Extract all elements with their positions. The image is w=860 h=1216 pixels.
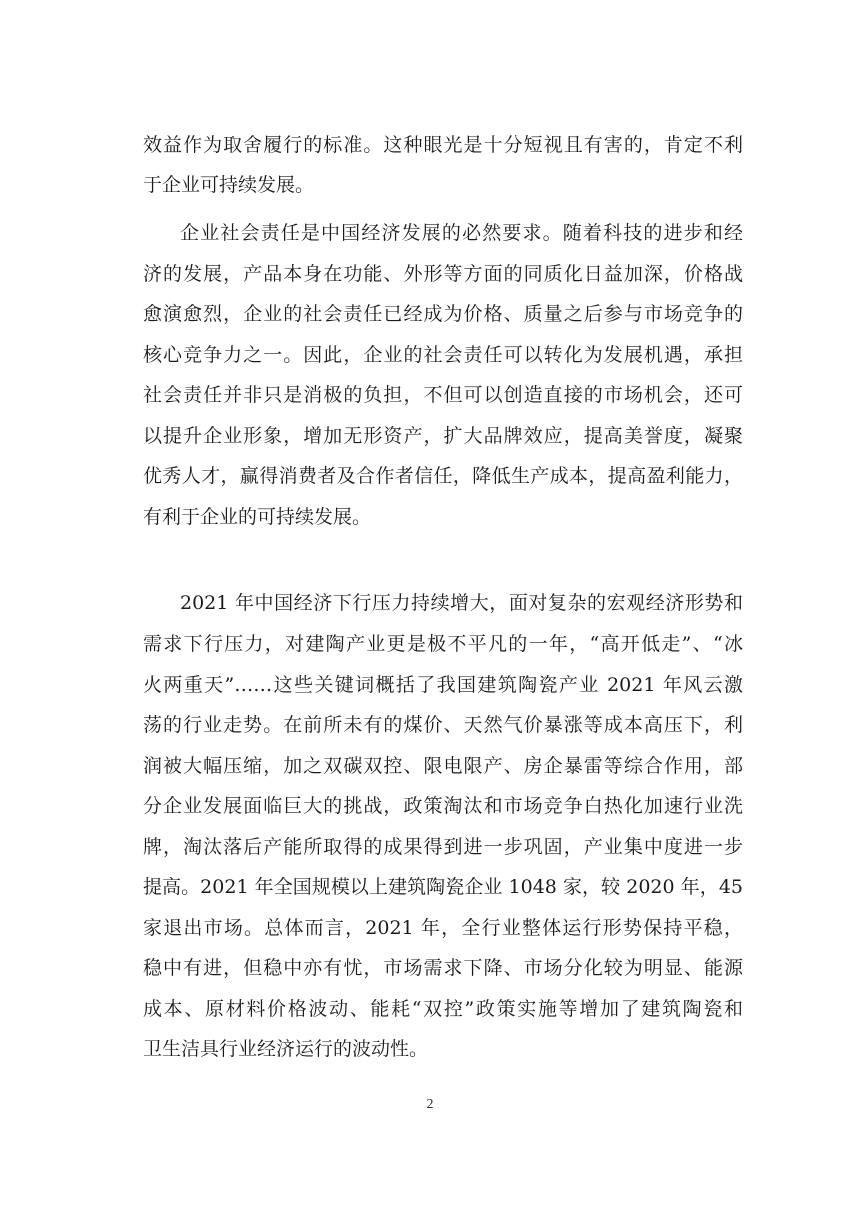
paragraph-line: 卫生洁具行业经济运行的波动性。 — [143, 1038, 429, 1060]
paragraph-line: 荡的行业走势。在前所未有的煤价、天然气价暴涨等成本高压下，利 — [143, 714, 743, 736]
paragraph-line: 火两重天”……这些关键词概括了我国建筑陶瓷产业 2021 年风云激 — [143, 674, 743, 696]
paragraph-line: 提高。2021 年全国规模以上建筑陶瓷企业 1048 家，较 2020 年，45 — [143, 876, 743, 898]
page-number: 2 — [426, 1097, 434, 1112]
paragraph-line: 牌，淘汰落后产能所取得的成果得到进一步巩固，产业集中度进一步 — [143, 836, 743, 858]
paragraph-line: 社会责任并非只是消极的负担，不但可以创造直接的市场机会，还可 — [143, 384, 743, 406]
paragraph-line: 分企业发展面临巨大的挑战，政策淘汰和市场竞争白热化加速行业洗 — [143, 795, 743, 817]
paragraph-line: 效益作为取舍履行的标准。这种眼光是十分短视且有害的，肯定不利 — [143, 134, 743, 156]
paragraph-line: 于企业可持续发展。 — [143, 174, 315, 196]
paragraph-line: 家退出市场。总体而言，2021 年，全行业整体运行形势保持平稳， — [143, 917, 743, 939]
paragraph-line: 2021 年中国经济下行压力持续增大，面对复杂的宏观经济形势和 — [180, 592, 743, 614]
paragraph-line: 稳中有进，但稳中亦有忧，市场需求下降、市场分化较为明显、能源 — [143, 957, 743, 979]
paragraph-line: 有利于企业的可持续发展。 — [143, 506, 372, 528]
paragraph-line: 企业社会责任是中国经济发展的必然要求。随着科技的进步和经 — [180, 222, 743, 244]
paragraph-line: 以提升企业形象，增加无形资产，扩大品牌效应，提高美誉度，凝聚 — [143, 425, 743, 447]
paragraph-line: 济的发展，产品本身在功能、外形等方面的同质化日益加深，价格战 — [143, 263, 743, 285]
paragraph-line: 核心竞争力之一。因此，企业的社会责任可以转化为发展机遇，承担 — [143, 344, 743, 366]
paragraph-line: 愈演愈烈，企业的社会责任已经成为价格、质量之后参与市场竞争的 — [143, 303, 743, 325]
paragraph-line: 优秀人才，赢得消费者及合作者信任，降低生产成本，提高盈利能力， — [143, 465, 743, 487]
paragraph-line: 润被大幅压缩，加之双碳双控、限电限产、房企暴雷等综合作用，部 — [143, 755, 743, 777]
paragraph-line: 需求下行压力，对建陶产业更是极不平凡的一年，“高开低走”、“冰 — [143, 633, 743, 655]
paragraph-line: 成本、原材料价格波动、能耗“双控”政策实施等增加了建筑陶瓷和 — [143, 998, 743, 1020]
